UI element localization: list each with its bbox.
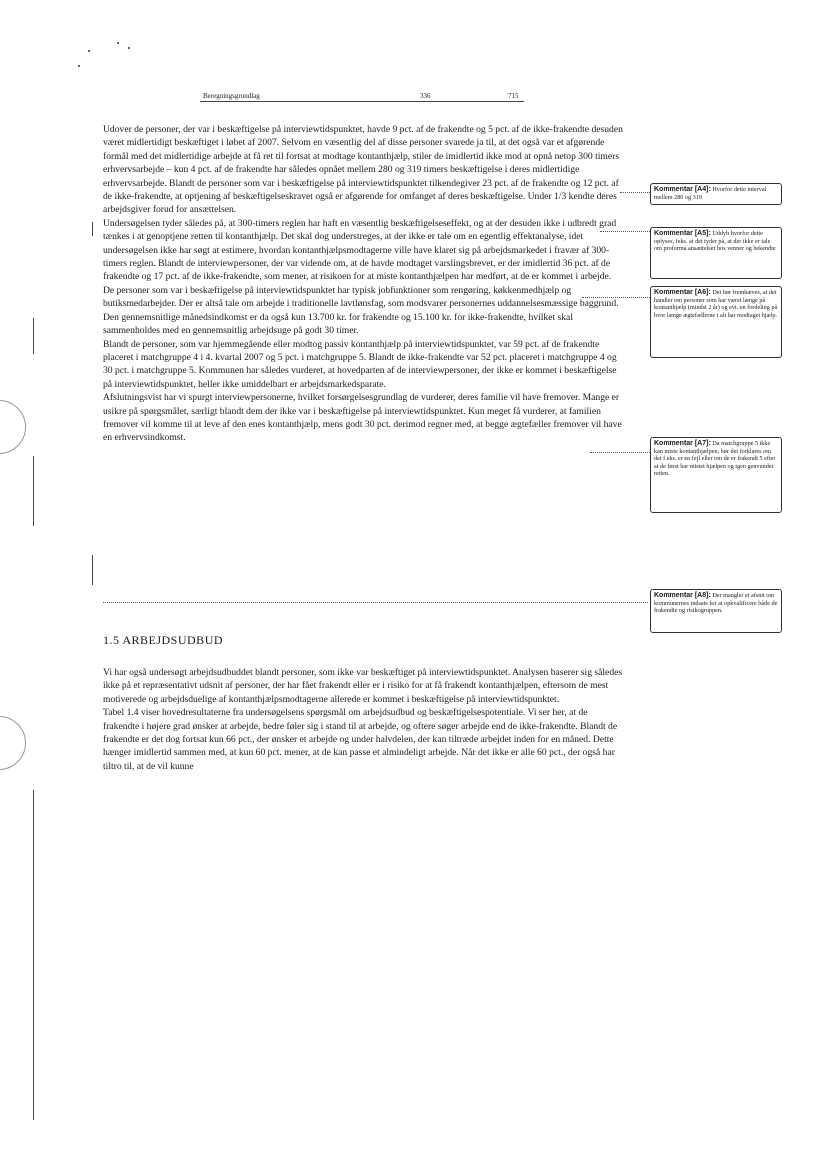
scan-speck xyxy=(128,47,130,49)
paragraph: De personer som var i beskæftigelse på interviewtidspunktet har typisk jobfunktioner som rengøring, køkkenmedhjælp og butiksmedarbejder. Der er altså tale om arbejde i traditionelle lavtlønsfag, som modsvarer personernes uddannelsesmæssige baggrund. Den gennemsnitlige månedsindkomst er da også kun 13.700 kr. for frakendte og 15.100 kr. for ikke-frakendte, hvilket skal sammenholdes med en gennemsnitlig arbejdsuge på godt 30 timer. xyxy=(103,284,619,337)
comment-leader xyxy=(582,297,650,298)
comment-text: Det bør fremhæves, at det handler om personer som har været længe på kontanthjælp (mindst 2 år) og evt. en fordeling på hvor længe ægtefællerne i alt har modtaget hjælp. xyxy=(654,289,778,319)
comment-a4[interactable] xyxy=(650,183,782,205)
paragraph: Blandt de personer, som var hjemmegående eller modtog passiv kontanthjælp på interviewtidspunktet, var 59 pct. af de frakendte placeret i matchgruppe 4 i 4. kvartal 2007 og 5 pct. i matchgruppe 5. Blandt de ikke-frakendte var 52 pct. placeret i matchgruppe 4 og 30 pct. i matchgruppe 5. Kommunen har således vurderet, at hovedparten af de interviewpersoner, der ikke er kommet i beskæftigelse på interviewtidspunktet, heller ikke umiddelbart er arbejdsmarkedsparate. xyxy=(103,338,617,390)
paragraph: Afslutningsvist har vi spurgt interviewpersonerne, hvilket forsørgelsesgrundlag de vurderer, deres familie vil have fremover. Mange er usikre på spørgsmålet, særligt blandt dem der ikke var i beskæftigelse på interviewtidspunktet. Kun meget få vurderer, at familien fremover vil komme til at leve af den enes kontanthjælp, mens godt 30 pct. derimod regner med, at begge ægtefæller fremover vil have en erhvervsindkomst. xyxy=(103,392,622,444)
change-bar xyxy=(33,456,34,526)
section-heading: 1.5 ARBEJDSUDBUD xyxy=(103,633,224,647)
comment-leader xyxy=(600,231,650,232)
comment-a8[interactable] xyxy=(650,589,782,633)
comment-label: Kommentar [A7]: xyxy=(654,440,711,447)
scan-speck xyxy=(88,50,90,52)
change-bar xyxy=(33,790,34,1120)
comment-text: Hvorfor dette interval mellem 280 og 319 xyxy=(654,186,767,201)
punch-hole xyxy=(0,716,26,770)
body-text xyxy=(103,123,625,445)
punch-hole xyxy=(0,400,26,454)
comment-a7[interactable] xyxy=(650,437,782,513)
page-number-alt: 715 xyxy=(508,92,519,100)
comment-anchor-line xyxy=(103,602,648,603)
comment-leader xyxy=(620,192,650,193)
comment-label: Kommentar [A6]: xyxy=(654,289,711,296)
paragraph: Udover de personer, der var i beskæftigelse på interviewtidspunktet, havde 9 pct. af de frakendte og 5 pct. af de ikke-frakendte desuden været midlertidigt beskæftiget i løbet af 2007. Selvom en væsentlig del af disse personer svarede ja til, at det også var et afgørende formål med det midlertidige arbejde at få ret til fortsat at modtage kontanthjælp, stiler de imidlertid ikke mod at opnå netop 300 timers erhvervsarbejde – kun 4 pct. af de frakendte har således opnået mellem 280 og 319 timers beskæftigelse i deres midlertidige erhvervsarbejde. Blandt de personer som var i beskæftigelse på interviewtidspunktet tilkendegiver 23 pct. af de frakendte og 12 pct. af de ikke-frakendte, at optjening af beskæftigelseskravet også er afgørende for omfanget af deres beskæftigelse. Under 1/3 kendte deres arbejdsgiver forud for ansættelsen. xyxy=(103,124,623,216)
comment-a6[interactable] xyxy=(650,286,782,358)
scan-speck xyxy=(117,42,119,44)
header-rule xyxy=(200,101,524,102)
change-bar xyxy=(33,318,34,354)
page-number: 336 xyxy=(420,92,431,100)
comment-a5[interactable] xyxy=(650,227,782,279)
section-body-text xyxy=(103,666,625,773)
comment-label: Kommentar [A4]: xyxy=(654,186,711,193)
change-bar xyxy=(92,555,93,585)
change-bar xyxy=(92,222,93,236)
comment-label: Kommentar [A5]: xyxy=(654,230,711,237)
paragraph: Vi har også undersøgt arbejdsudbuddet blandt personer, som ikke var beskæftiget på interviewtidspunktet. Analysen baserer sig således ikke på et repræsentativt udsnit af personer, der har fået frakendt eller er i risiko for at få frakendt kontanthjælpen, eftersom de mest motiverede og arbejdsduelige af kontanthjælpsmodtagerne allerede er kommet i beskæftigelse på interviewtidspunktet. xyxy=(103,667,623,705)
scan-speck xyxy=(78,65,80,67)
running-header-left: Beregningsgrundlag xyxy=(203,92,260,100)
comment-text: Uddyb hvorfor dette oplyses, feks. at det tyder på, at der ikke er tale om proforma ansættelser hos venner og bekendte xyxy=(654,230,776,253)
comment-text: Der mangler et afsnit om kommunernes indsats for at opkvalificere både de frakendte og risikogruppen. xyxy=(654,592,778,615)
paragraph: Tabel 1.4 viser hovedresultaterne fra undersøgelsens spørgsmål om arbejdsudbud og beskæftigelsespotentiale. Vi ser her, at de frakendte i højere grad ønsker at arbejde, bedre føler sig i stand til at arbejde, og oftere søger arbejde end de ikke-frakendte. Blandt de frakendte er det dog fortsat kun 66 pct., der ønsker et arbejde og under halvdelen, der kan tiltræde arbejdet inden for en måned. Dette hænger imidlertid sammen med, at kun 60 pct. mener, at de kan passe et almindeligt arbejde. Når det ikke er alle 60 pct., der også har tiltro til, at de vil kunne xyxy=(103,707,618,772)
comment-label: Kommentar [A8]: xyxy=(654,592,711,599)
paragraph: Undersøgelsen tyder således på, at 300-timers reglen har haft en væsentlig beskæftigelseseffekt, og at der desuden ikke i udbredt grad tænkes i at genoptjene retten til kontanthjælp. Det skal dog understreges, at der ikke er tale om en egentlig effektanalyse, idet undersøgelsen ikke har søgt at estimere, hvordan kontanthjælpsmodtagerne ville have klaret sig på arbejdsmarkedet i fravær af 300-timers reglen. Blandt de interviewpersoner, der var vidende om, at de havde modtaget varslingsbrevet, er der imidlertid 36 pct. af de frakendte og 17 pct. af de ikke-frakendte, som mener, at risikoen for at miste kontanthjælpen har medført, at de er kommet i arbejde. xyxy=(103,217,617,283)
comment-text: Da matchgruppe 5 ikke kan miste kontanthjælpen, bør det forklares om det f.eks. er en fejl eller om de er frakendt 5 efter at de først har mistet hjælpen og igen genvundet retten. xyxy=(654,440,776,478)
comment-leader xyxy=(590,452,650,453)
